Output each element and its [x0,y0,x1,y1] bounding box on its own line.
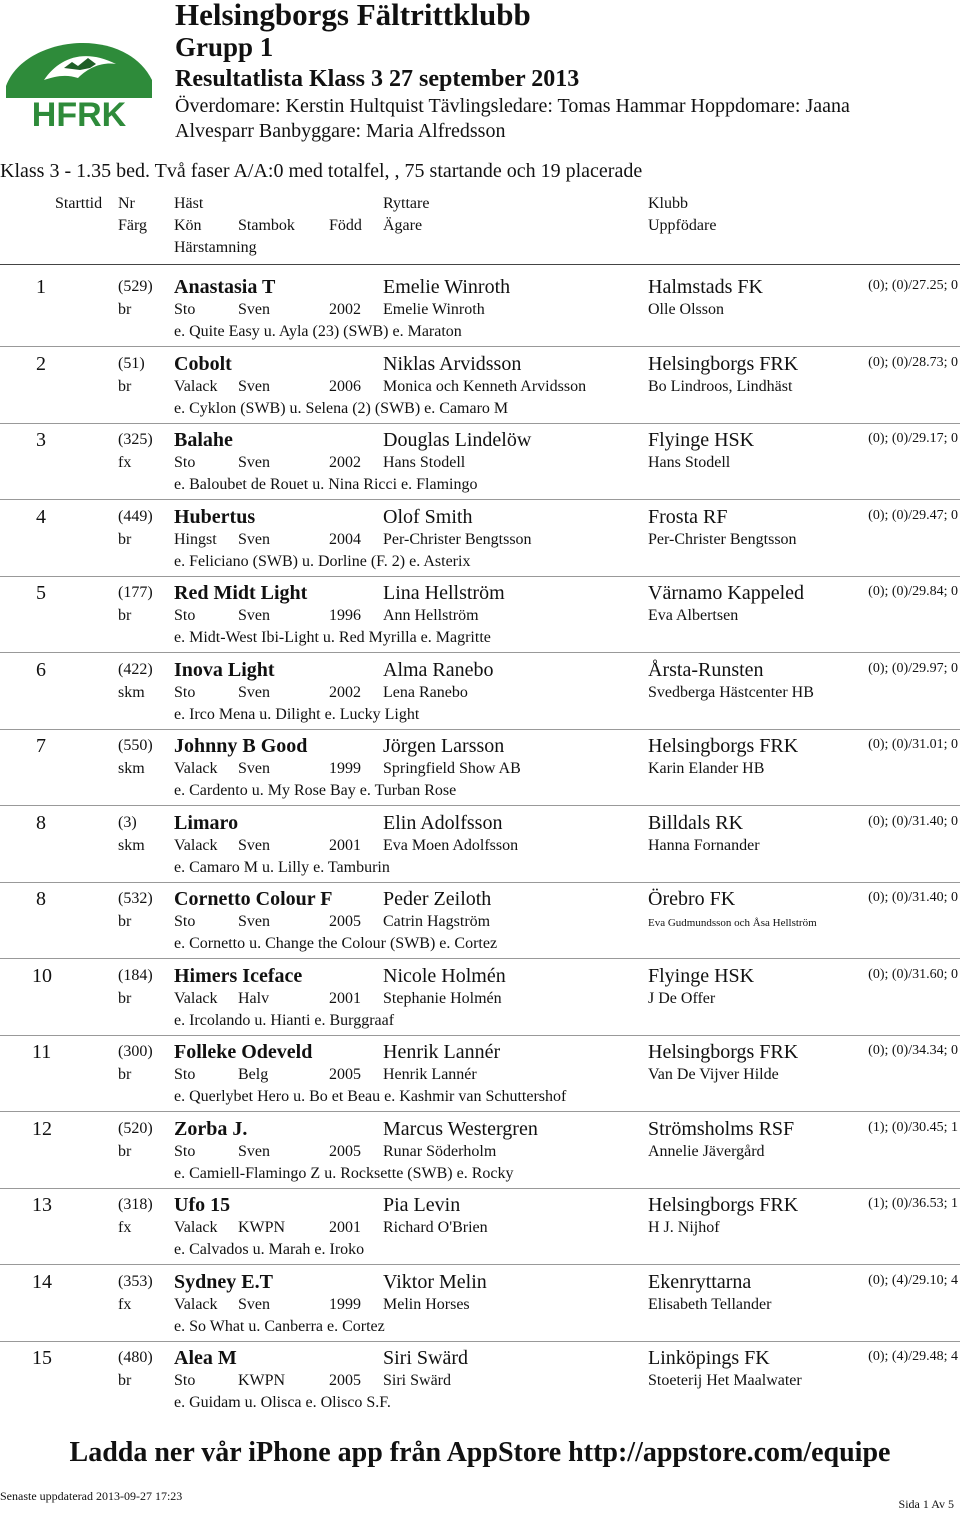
row-result: (0); (0)/31.60; 0 [868,966,958,982]
row-club: Flyinge HSK [648,429,755,451]
row-sex: Valack [174,760,218,777]
row-stud: Sven [238,1295,270,1313]
row-rider: Henrik Lannér [383,1041,501,1063]
row-year: 2001 [329,1219,361,1236]
row-horse: Zorba J. [174,1117,248,1140]
row-ped: e. Baloubet de Rouet u. Nina Ricci e. Flamingo [174,476,478,493]
row-rider: Emelie Winroth [383,276,511,298]
row-place: 3 [36,429,46,451]
row-year: 2006 [329,377,361,395]
row-club: Ekenryttarna [648,1270,752,1293]
club-logo [4,28,154,130]
row-rider: Siri Swärd [383,1347,468,1369]
row-rider: Marcus Westergren [383,1117,538,1140]
row-horse: Johnny B Good [174,735,308,757]
table-row [0,965,960,1041]
row-club: Helsingborgs FRK [648,735,799,757]
row-stud: Belg [238,1066,269,1083]
row-result: (0); (0)/31.40; 0 [868,813,958,829]
row-club: Frosta RF [648,505,728,528]
row-result: (0); (4)/29.10; 4 [868,1272,958,1288]
row-breeder: Per-Christer Bengtsson [648,530,797,548]
row-breeder: Karin Elander HB [648,760,765,777]
row-result: (0); (4)/29.48; 4 [868,1349,958,1364]
row-color: fx [118,1295,132,1313]
row-result: (1); (0)/30.45; 1 [868,1119,958,1135]
row-divider [0,1264,960,1265]
row-divider [0,1188,960,1189]
row-club: Linköpings FK [648,1347,770,1369]
logo-text: HFRK [31,96,127,130]
row-owner: Siri Swärd [383,1372,451,1389]
row-divider [0,1341,960,1342]
row-horse: Sydney E.T [174,1270,273,1293]
row-club: Värnamo Kappeled [648,582,805,604]
row-sex: Sto [174,301,196,318]
row-sex: Valack [174,836,218,854]
row-owner: Monica och Kenneth Arvidsson [383,377,587,395]
row-result: (1); (0)/36.53; 1 [868,1196,958,1211]
row-result: (0); (0)/31.01; 0 [868,737,958,752]
table-row [0,506,960,582]
row-club: Flyinge HSK [648,964,755,987]
row-place: 6 [36,658,46,681]
row-divider [0,729,960,730]
row-ped: e. Guidam u. Olisca e. Olisco S.F. [174,1394,391,1411]
row-nr: (520) [118,1119,153,1137]
table-row [0,1194,960,1270]
row-breeder: Hanna Fornander [648,836,760,854]
row-place: 2 [36,352,46,375]
row-owner: Melin Horses [383,1295,470,1313]
row-color: skm [118,683,145,701]
table-row [0,1347,960,1423]
row-owner: Henrik Lannér [383,1066,477,1083]
row-club: Helsingborgs FRK [648,1194,799,1216]
row-rider: Lina Hellström [383,582,505,604]
col-hast: Häst [174,195,204,212]
row-rider: Douglas Lindelöw [383,429,532,451]
row-year: 2002 [329,683,361,701]
row-sex: Sto [174,683,196,701]
row-year: 2002 [329,301,361,318]
row-sex: Sto [174,607,196,624]
table-row [0,735,960,811]
row-place: 13 [32,1194,52,1216]
row-horse: Folleke Odeveld [174,1041,313,1063]
row-owner: Catrin Hagström [383,913,491,930]
officials-line-2: Alvesparr Banbyggare: Maria Alfredsson [175,120,506,142]
row-color: br [118,1142,132,1160]
table-row [0,429,960,505]
row-color: br [118,1066,132,1083]
row-breeder: Eva Albertsen [648,607,739,624]
row-nr: (177) [118,584,153,601]
col-ryttare: Ryttare [383,195,430,212]
header-rule [0,264,960,265]
row-result: (0); (0)/34.34; 0 [868,1043,958,1058]
row-breeder: Olle Olsson [648,301,724,318]
row-color: br [118,913,132,930]
row-nr: (449) [118,507,153,525]
col-harstamning: Härstamning [174,239,257,256]
logo-graphic [4,28,154,130]
row-color: br [118,530,132,548]
row-club: Helsingborgs FRK [648,1041,799,1063]
row-place: 5 [36,582,46,604]
row-year: 2005 [329,1372,361,1389]
row-nr: (325) [118,431,153,448]
row-stud: KWPN [238,1372,286,1389]
row-year: 1999 [329,1295,361,1313]
row-owner: Stephanie Holmén [383,989,502,1007]
row-divider [0,346,960,347]
row-year: 1996 [329,607,361,624]
row-ped: e. Cyklon (SWB) u. Selena (2) (SWB) e. Camaro M [174,399,509,417]
row-stud: Sven [238,607,270,624]
col-nr: Nr [118,195,135,212]
row-divider [0,423,960,424]
row-ped: e. Ircolando u. Hianti e. Burggraaf [174,1011,395,1029]
row-club: Billdals RK [648,811,744,834]
group-title: Grupp 1 [175,32,274,62]
row-breeder: Van De Vijver Hilde [648,1066,779,1083]
row-place: 10 [32,964,52,987]
row-horse: Hubertus [174,505,256,528]
table-row [0,276,960,352]
row-club: Strömsholms RSF [648,1117,795,1140]
row-horse: Ufo 15 [174,1194,231,1216]
row-breeder: Bo Lindroos, Lindhäst [648,377,793,395]
row-owner: Runar Söderholm [383,1142,497,1160]
col-starttid: Starttid [55,195,103,212]
col-fodd: Född [329,217,362,234]
last-updated: Senaste uppdaterad 2013-09-27 17:23 [0,1489,183,1503]
row-nr: (300) [118,1043,153,1060]
row-owner: Lena Ranebo [383,683,468,701]
row-rider: Jörgen Larsson [383,735,505,757]
row-stud: Sven [238,836,270,854]
row-place: 11 [32,1041,52,1063]
row-year: 2001 [329,989,361,1007]
row-divider [0,499,960,500]
row-stud: Sven [238,377,270,395]
row-sex: Hingst [174,530,217,548]
row-ped: e. Midt-West Ibi-Light u. Red Myrilla e. Magritte [174,629,491,646]
row-place: 8 [36,811,46,834]
row-year: 1999 [329,760,361,777]
col-klubb: Klubb [648,195,688,212]
table-row [0,659,960,735]
row-divider [0,882,960,883]
row-nr: (532) [118,890,153,907]
row-result: (0); (0)/29.97; 0 [868,660,958,676]
row-sex: Sto [174,913,196,930]
row-sex: Sto [174,1066,196,1083]
row-result: (0); (0)/27.25; 0 [868,278,958,293]
row-color: br [118,301,132,318]
row-owner: Per-Christer Bengtsson [383,530,532,548]
row-rider: Olof Smith [383,505,473,528]
row-rider: Niklas Arvidsson [383,352,522,375]
row-horse: Anastasia T [174,276,276,298]
row-sex: Sto [174,1372,196,1389]
row-club: Halmstads FK [648,276,763,298]
row-year: 2005 [329,1066,361,1083]
row-owner: Emelie Winroth [383,301,485,318]
row-owner: Richard O'Brien [383,1219,488,1236]
row-stud: Sven [238,454,270,471]
row-horse: Balahe [174,429,233,451]
row-ped: e. Quite Easy u. Ayla (23) (SWB) e. Maraton [174,323,462,340]
row-ped: e. So What u. Canberra e. Cortez [174,1317,385,1335]
row-sex: Valack [174,1219,218,1236]
row-rider: Elin Adolfsson [383,811,503,834]
row-nr: (3) [118,813,137,831]
row-year: 2004 [329,530,361,548]
row-stud: Sven [238,1142,270,1160]
row-divider [0,1035,960,1036]
row-rider: Viktor Melin [383,1270,487,1293]
row-breeder: Eva Gudmundsson och Åsa Hellström [648,917,817,929]
row-ped: e. Camiell-Flamingo Z u. Rocksette (SWB) e. Rocky [174,1164,514,1182]
row-owner: Eva Moen Adolfsson [383,836,519,854]
row-place: 7 [36,735,46,757]
row-club: Örebro FK [648,888,736,910]
row-owner: Ann Hellström [383,607,479,624]
row-divider [0,958,960,959]
row-nr: (550) [118,737,153,754]
club-name: Helsingborgs Fältrittklubb [175,0,531,32]
row-ped: e. Camaro M u. Lilly e. Tamburin [174,858,390,876]
page-number: Sida 1 Av 5 [898,1497,954,1511]
row-color: fx [118,1219,132,1236]
row-result: (0); (0)/29.17; 0 [868,431,958,446]
row-club: Årsta-Runsten [648,658,764,681]
row-place: 14 [32,1270,52,1293]
row-nr: (529) [118,278,153,295]
row-ped: e. Feliciano (SWB) u. Dorline (F. 2) e. Asterix [174,552,471,570]
row-ped: e. Cornetto u. Change the Colour (SWB) e. Cortez [174,935,498,952]
row-breeder: Hans Stodell [648,454,731,471]
row-divider [0,576,960,577]
row-nr: (353) [118,1272,153,1290]
row-sex: Valack [174,1295,218,1313]
row-color: skm [118,836,145,854]
row-color: br [118,607,132,624]
row-result: (0); (0)/31.40; 0 [868,890,958,905]
col-agare: Ägare [383,217,423,234]
row-sex: Valack [174,989,218,1007]
table-row [0,1041,960,1117]
row-breeder: Annelie Jävergård [648,1142,765,1160]
row-stud: Sven [238,913,270,930]
row-color: br [118,989,132,1007]
row-horse: Limaro [174,811,239,834]
row-breeder: J De Offer [648,989,716,1007]
row-owner: Springfield Show AB [383,760,521,777]
row-nr: (318) [118,1196,153,1213]
row-breeder: Stoeterij Het Maalwater [648,1372,802,1389]
table-row [0,582,960,658]
row-horse: Red Midt Light [174,582,308,604]
row-year: 2001 [329,836,361,854]
row-stud: Sven [238,683,270,701]
row-place: 1 [36,276,46,298]
row-sex: Sto [174,454,196,471]
row-horse: Cornetto Colour F [174,888,333,910]
row-stud: Sven [238,530,270,548]
row-rider: Peder Zeiloth [383,888,492,910]
row-horse: Alea M [174,1347,237,1369]
col-farg: Färg [118,217,148,234]
row-color: br [118,377,132,395]
col-stambok: Stambok [238,217,295,234]
row-result: (0); (0)/29.47; 0 [868,507,958,523]
table-row [0,888,960,964]
row-ped: e. Querlybet Hero u. Bo et Beau e. Kashmir van Schuttershof [174,1088,567,1105]
row-result: (0); (0)/29.84; 0 [868,584,958,599]
row-year: 2002 [329,454,361,471]
col-kon: Kön [174,217,202,234]
document-header [175,0,945,144]
row-horse: Himers Iceface [174,964,303,987]
row-breeder: H J. Nijhof [648,1219,720,1236]
row-place: 15 [32,1347,52,1369]
row-color: br [118,1372,132,1389]
row-rider: Pia Levin [383,1194,461,1216]
row-breeder: Svedberga Hästcenter HB [648,683,814,701]
row-horse: Cobolt [174,352,232,375]
row-result: (0); (0)/28.73; 0 [868,354,958,370]
row-place: 12 [32,1117,52,1140]
row-club: Helsingborgs FRK [648,352,799,375]
table-row [0,812,960,888]
row-divider [0,805,960,806]
row-stud: Sven [238,760,270,777]
row-stud: KWPN [238,1219,286,1236]
row-nr: (51) [118,354,145,372]
row-horse: Inova Light [174,658,275,681]
row-color: skm [118,760,145,777]
app-promo: Ladda ner vår iPhone app från AppStore http://appstore.com/equipe [69,1437,891,1468]
row-rider: Alma Ranebo [383,658,494,681]
row-divider [0,1111,960,1112]
row-rider: Nicole Holmén [383,964,506,987]
row-ped: e. Irco Mena u. Dilight e. Lucky Light [174,705,420,723]
row-stud: Sven [238,301,270,318]
row-sex: Sto [174,1142,196,1160]
officials-line-1: Överdomare: Kerstin Hultquist Tävlingsledare: Tomas Hammar Hoppdomare: Jaana [175,95,850,117]
list-title: Resultatlista Klass 3 27 september 2013 [175,66,580,92]
row-place: 8 [36,888,46,910]
row-year: 2005 [329,1142,361,1160]
row-ped: e. Cardento u. My Rose Bay e. Turban Rose [174,782,457,799]
col-uppfodare: Uppfödare [648,217,717,234]
row-color: fx [118,454,132,471]
row-nr: (422) [118,660,153,678]
row-place: 4 [36,505,46,528]
row-nr: (480) [118,1349,153,1366]
row-stud: Halv [238,989,270,1007]
row-owner: Hans Stodell [383,454,466,471]
row-divider [0,652,960,653]
row-breeder: Elisabeth Tellander [648,1295,772,1313]
row-ped: e. Calvados u. Marah e. Iroko [174,1241,365,1258]
row-nr: (184) [118,966,153,984]
table-row [0,353,960,429]
table-row [0,1118,960,1194]
row-year: 2005 [329,913,361,930]
class-description: Klass 3 - 1.35 bed. Två faser A/A:0 med totalfel, , 75 startande och 19 placerade [0,160,643,182]
row-sex: Valack [174,377,218,395]
table-row [0,1271,960,1347]
